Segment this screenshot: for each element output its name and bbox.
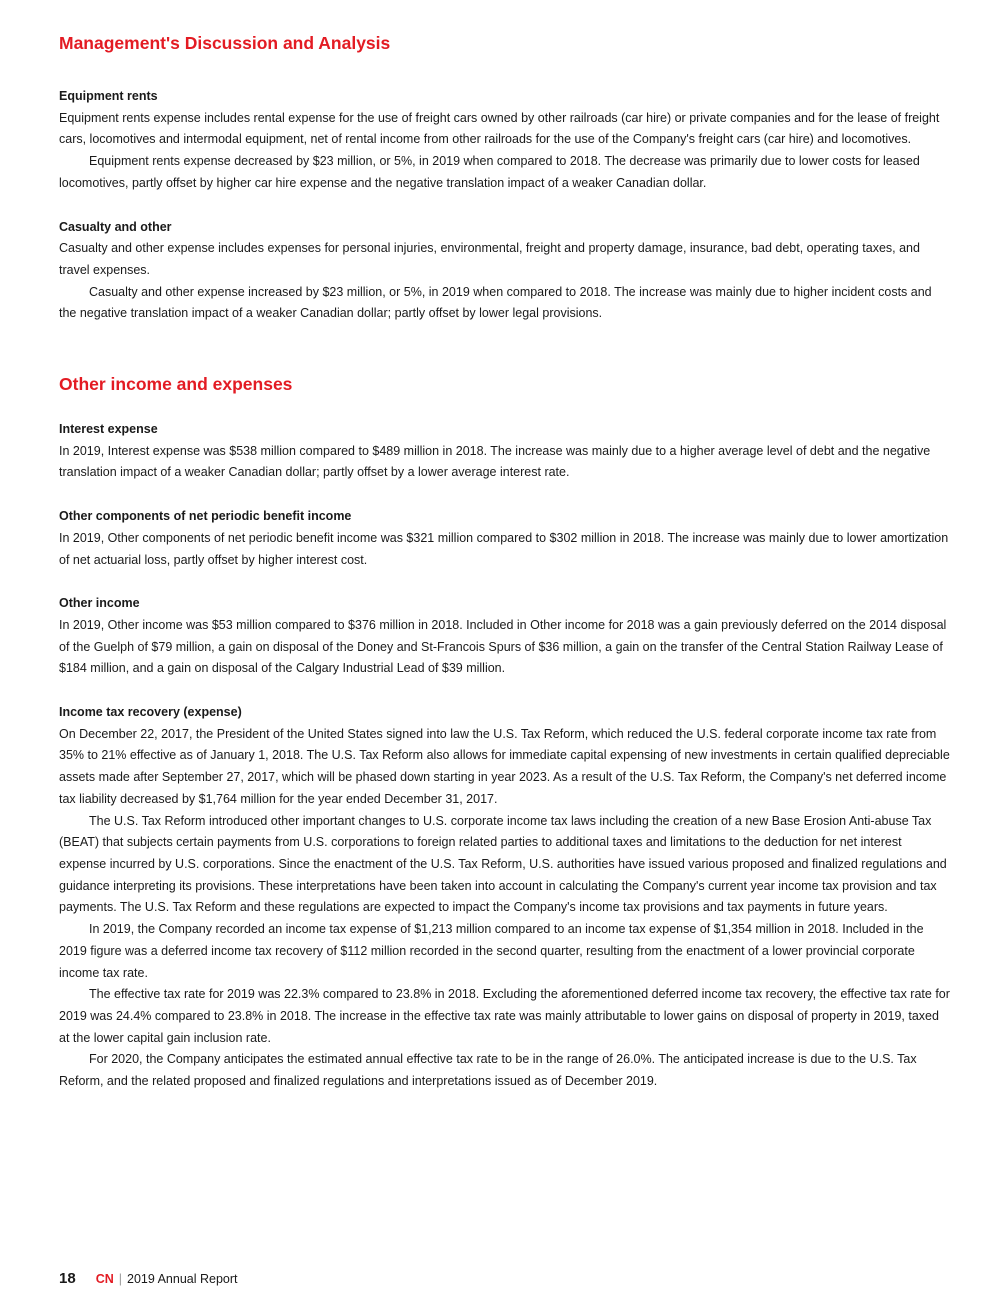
section-title-other-income: Other income and expenses [59, 374, 293, 395]
paragraph: Casualty and other expense increased by $23 million, or 5%, in 2019 when compared to 2018. The increase was mainly due to higher incident costs and the negative translation impact of a weaker Canadian dollar; partly offset by lower legal provisions. [59, 284, 932, 321]
footer-separator: | [118, 1272, 122, 1286]
paragraph: On December 22, 2017, the President of the United States signed into law the U.S. Tax Reform, which reduced the U.S. federal corporate income tax rate from 35% to 21% effective as of January 1, 2018. The U.S. Tax Reform also allows for immediate capital expensing of new investments in certain qualified depreciable assets made after September 27, 2017, which will be phased down starting in year 2023. As a result of the U.S. Tax Reform, the Company's net deferred income tax liability decreased by $1,764 million for the year ended December 31, 2017. [59, 726, 950, 806]
subheading-casualty: Casualty and other [59, 219, 172, 234]
benefit-income-section [59, 506, 951, 571]
subheading-interest-expense: Interest expense [59, 422, 158, 437]
brand-logo-text: CN [95, 1272, 114, 1286]
subheading-income-tax: Income tax recovery (expense) [59, 705, 242, 720]
page-footer [59, 1270, 238, 1287]
equipment-rents-section [59, 86, 951, 195]
paragraph: In 2019, Other income was $53 million compared to $376 million in 2018. Included in Other income for 2018 was a gain previously deferred on the 2014 disposal of the Guelph of $79 million, a gain on disposal of the Doney and St-Francois Spurs of $36 million, a gain on the transfer of the Central Station Railway Lease of $184 million, and a gain on disposal of the Calgary Industrial Lead of $39 million. [59, 617, 947, 676]
income-tax-section [59, 702, 951, 1093]
paragraph: In 2019, the Company recorded an income tax expense of $1,213 million compared to an income tax expense of $1,354 million in 2018. Included in the 2019 figure was a deferred income tax recovery of $112 million recorded in the second quarter, resulting from the enactment of a lower provincial corporate income tax rate. [59, 922, 924, 980]
page-title: Management's Discussion and Analysis [59, 33, 391, 53]
paragraph: Casualty and other expense includes expenses for personal injuries, environmental, freight and property damage, insurance, bad debt, operating taxes, and travel expenses. [59, 241, 920, 277]
subheading-equipment-rents: Equipment rents [59, 89, 158, 103]
report-name: 2019 Annual Report [127, 1272, 238, 1286]
interest-expense-section [59, 419, 951, 484]
casualty-section [59, 217, 951, 326]
page-content [59, 30, 951, 1093]
paragraph: Equipment rents expense decreased by $23 million, or 5%, in 2019 when compared to 2018. The decrease was primarily due to lower costs for leased locomotives, partly offset by higher car hire expense and the negative translation impact of a weaker Canadian dollar. [59, 154, 920, 190]
paragraph: The effective tax rate for 2019 was 22.3% compared to 23.8% in 2018. Excluding the aforementioned deferred income tax recovery, the effective tax rate for 2019 was 24.4% compared to 23.8% in 2018. The increase in the effective tax rate was mainly attributable to lower gains on disposal of property in 2019, taxed at the lower capital gain inclusion rate. [59, 987, 950, 1045]
subheading-other-income: Other income [59, 596, 140, 611]
paragraph: The U.S. Tax Reform introduced other important changes to U.S. corporate income tax laws including the creation of a new Base Erosion Anti-abuse Tax (BEAT) that subjects certain payments from U.S. corporations to foreign related parties to additional taxes and limitations to the deduction for net interest expense incurred by U.S. corporations. Since the enactment of the U.S. Tax Reform, U.S. authorities have issued various proposed and finalized regulations and guidance interpreting its provisions. These interpretations have been taken into account in calculating the Company's current year income tax provision and tax payments. The U.S. Tax Reform and these regulations are expected to impact the Company's income tax provisions and tax payments in future years. [59, 813, 947, 915]
other-income-section [59, 593, 951, 680]
page-number: 18 [59, 1270, 76, 1287]
subheading-benefit-income: Other components of net periodic benefit income [59, 509, 352, 524]
paragraph: In 2019, Interest expense was $538 million compared to $489 million in 2018. The increase was mainly due to a higher average level of debt and the negative translation impact of a weaker Canadian dollar; partly offset by a lower average interest rate. [59, 443, 931, 480]
paragraph: In 2019, Other components of net periodic benefit income was $321 million compared to $302 million in 2018. The increase was mainly due to lower amortization of net actuarial loss, partly offset by higher interest cost. [59, 530, 949, 567]
paragraph: Equipment rents expense includes rental expense for the use of freight cars owned by other railroads (car hire) or private companies and for the lease of freight cars, locomotives and intermodal equipment, net of rental income from other railroads for the use of the Company's freight cars (car hire) and locomotives. [59, 110, 940, 147]
paragraph: For 2020, the Company anticipates the estimated annual effective tax rate to be in the range of 26.0%. The anticipated increase is due to the U.S. Tax Reform, and the related proposed and finalized regulations and interpretations issued as of December 2019. [59, 1052, 917, 1089]
